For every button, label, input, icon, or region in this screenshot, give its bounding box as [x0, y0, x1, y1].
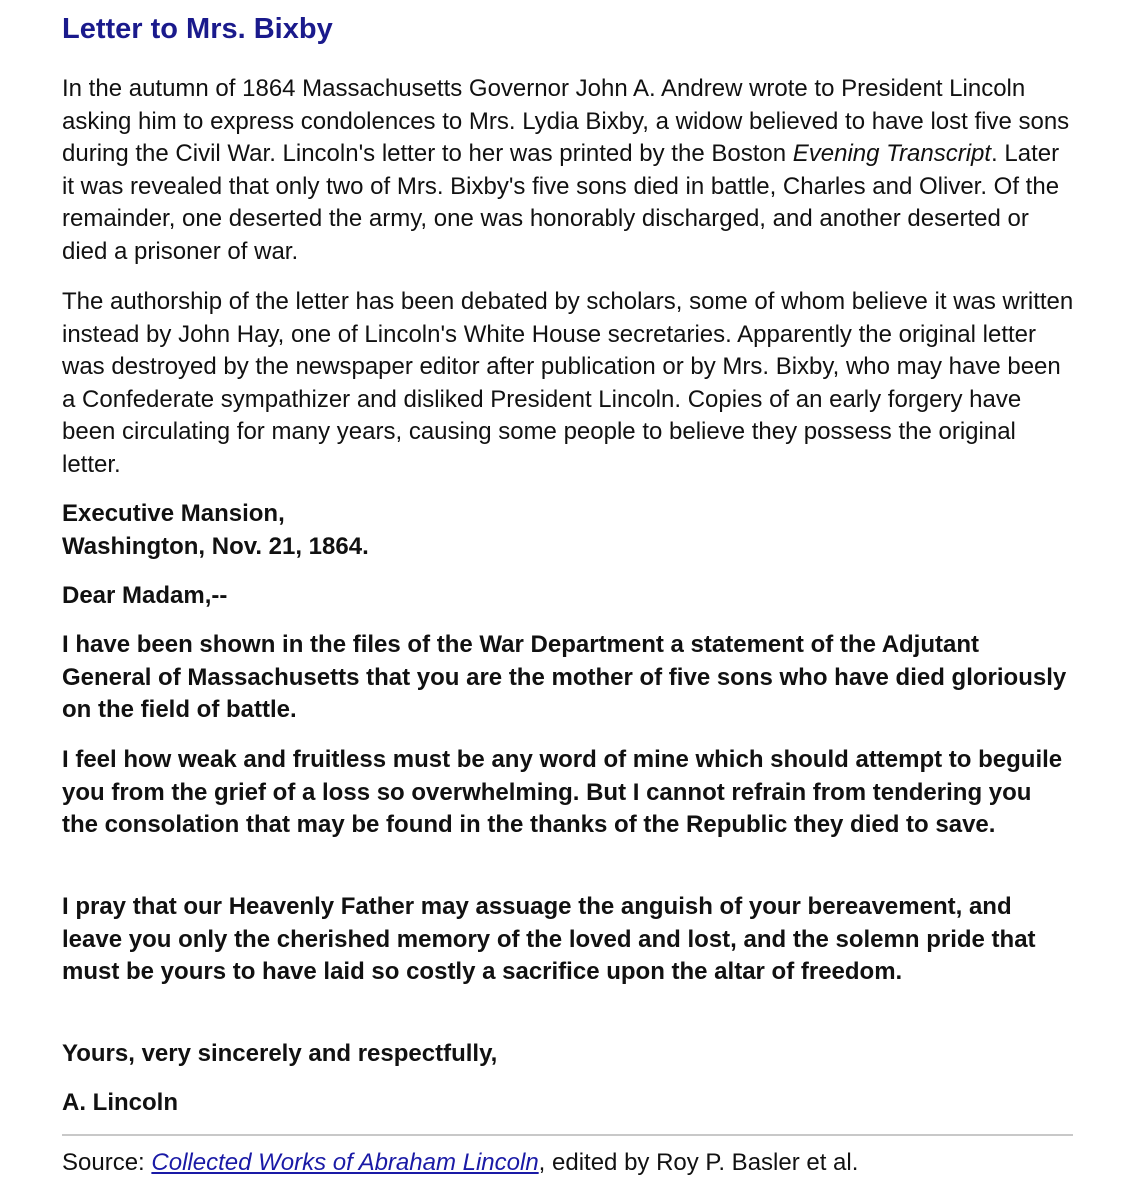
- intro-paragraph-2: The authorship of the letter has been debated by scholars, some of whom believe it was written instead by John Hay, one of Lincoln's White House secretaries. Apparently the original letter was destroyed by the newspaper editor after publication or by Mrs. Bixby, who may have been a Confederate sympathizer and disliked President Lincoln. Copies of an early forgery have been circulating for many years, causing some people to believe they possess the original letter.: [62, 288, 1074, 478]
- letter-closing: Yours, very sincerely and respectfully,: [62, 1040, 498, 1067]
- letter-place: Executive Mansion,: [62, 500, 285, 527]
- newspaper-name: Evening Transcript: [792, 140, 992, 168]
- source-link[interactable]: Collected Works of Abraham Lincoln: [151, 1149, 539, 1176]
- divider: [62, 1134, 1073, 1136]
- intro-paragraph-1: [62, 73, 1074, 269]
- letter-paragraph-3: I pray that our Heavenly Father may assuage the anguish of your bereavement, and leave you only the cherished memory of the loved and lost, and the solemn pride that must be yours to have laid so costly a sacrifice upon the altar of freedom.: [62, 893, 1036, 986]
- source-citation: [62, 1147, 858, 1180]
- letter-paragraph-2: I feel how weak and fruitless must be any word of mine which should attempt to beguile you from the grief of a loss so overwhelming. But I cannot refrain from tendering you the consolation that may be found in the thanks of the Republic they died to save.: [62, 746, 1063, 839]
- page-title: Letter to Mrs. Bixby: [62, 13, 333, 45]
- source-editor: , edited by Roy P. Basler et al.: [538, 1149, 859, 1176]
- letter-heading: [62, 498, 369, 563]
- letter-paragraph-1: I have been shown in the files of the War Department a statement of the Adjutant General of Massachusetts that you are the mother of five sons who have died gloriously on the field of battle.: [62, 631, 1067, 724]
- intro-p1-text-before: In the autumn of 1864 Massachusetts Governor John A. Andrew wrote to President Lincoln asking him to express condolences to Mrs. Lydia Bixby, a widow believed to have lost five sons during the Civil War. Lincoln's letter to her was printed by the Boston: [62, 75, 1070, 168]
- intro-p1-text-after: . Later it was revealed that only two of Mrs. Bixby's five sons died in battle, Charles and Oliver. Of the remainder, one deserted the army, one was honorably discharged, and another deserted or died a prisoner of war.: [62, 140, 1060, 265]
- letter-salutation: Dear Madam,--: [62, 582, 228, 609]
- source-label: Source:: [62, 1149, 152, 1176]
- letter-date: Washington, Nov. 21, 1864.: [62, 532, 369, 560]
- letter-signature: A. Lincoln: [62, 1089, 178, 1116]
